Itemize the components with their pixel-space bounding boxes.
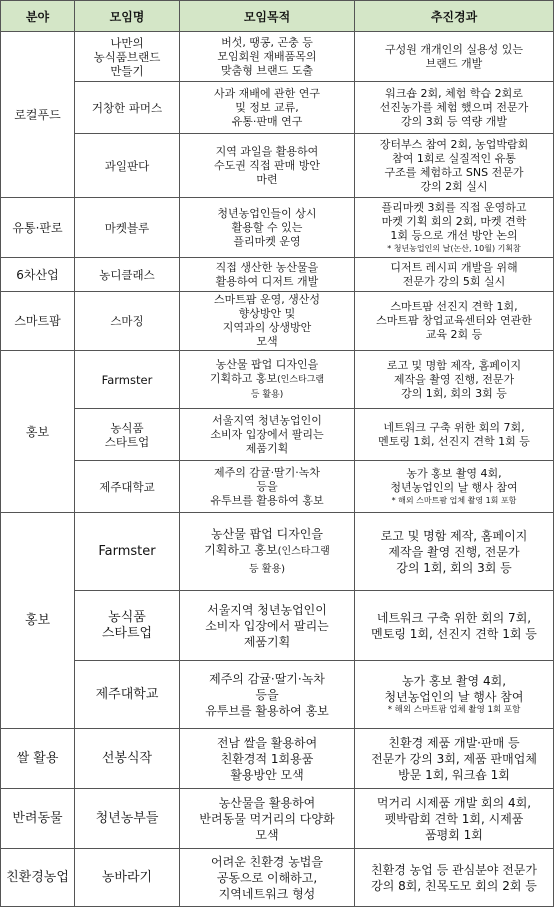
result-cell: 스마트팜 선진지 견학 1회, 스마트팜 창업교육센터와 연관한 교육 2회 등 bbox=[355, 292, 554, 351]
table-row bbox=[1, 661, 554, 729]
result-note: * 해외 스마트팜 업체 촬영 1회 포함 bbox=[387, 705, 521, 715]
group-cell: 마켓블루 bbox=[75, 198, 180, 258]
purpose-cell bbox=[180, 513, 355, 591]
table-row bbox=[1, 82, 554, 134]
group-cell: 농식품 스타트업 bbox=[75, 591, 180, 661]
purpose-cell bbox=[180, 351, 355, 409]
group-cell: 농디클래스 bbox=[75, 258, 180, 292]
result-note: * 청년농업인의 날(논산, 10월) 기획참 bbox=[387, 244, 521, 253]
group-cell: 나만의 농식품브랜드 만들기 bbox=[75, 32, 180, 82]
result-cell: 네트워크 구축 위한 회의 7회, 멘토링 1회, 선진지 견학 1회 등 bbox=[355, 409, 554, 461]
group-cell: 제주대학교 bbox=[75, 461, 180, 513]
table-row bbox=[1, 198, 554, 258]
category-cell: 6차산업 bbox=[1, 258, 75, 292]
purpose-cell: 청년농업인들이 상시 활용할 수 있는 플리마켓 운영 bbox=[180, 198, 355, 258]
purpose-cell: 사과 재배에 관한 연구 및 정보 교류, 유통·판매 연구 bbox=[180, 82, 355, 134]
group-cell: Farmster bbox=[75, 351, 180, 409]
result-text: 농가 홍보 촬영 4회, 청년농업인의 날 행사 참여 bbox=[384, 674, 524, 704]
group-cell: 선봉식작 bbox=[75, 729, 180, 789]
header-progress: 추진경과 bbox=[355, 1, 554, 32]
result-cell: 구성원 개개인의 실용성 있는 브랜드 개발 bbox=[355, 32, 554, 82]
purpose-cell: 지역 과일을 활용하여 수도권 직접 판매 방안 마련 bbox=[180, 134, 355, 198]
group-cell: Farmster bbox=[75, 513, 180, 591]
purpose-cell: 농산물을 활용하여 반려동물 먹거리의 다양화 모색 bbox=[180, 789, 355, 849]
group-cell: 청년농부들 bbox=[75, 789, 180, 849]
table-row bbox=[1, 513, 554, 591]
result-cell: 친환경 농업 등 관심분야 전문가 강의 8회, 친목도모 회의 2회 등 bbox=[355, 849, 554, 907]
result-cell: 로고 및 명함 제작, 홈페이지 제작을 촬영 진행, 전문가 강의 1회, 회의 3회 등 bbox=[355, 351, 554, 409]
group-cell: 과일판다 bbox=[75, 134, 180, 198]
result-note: * 해외 스마트팜 업체 촬영 1회 포함 bbox=[391, 496, 517, 505]
category-cell: 스마트팜 bbox=[1, 292, 75, 351]
result-cell: 먹거리 시제품 개발 회의 4회, 펫박람회 견학 1회, 시제품 품평회 1회 bbox=[355, 789, 554, 849]
header-purpose: 모임목적 bbox=[180, 1, 355, 32]
group-cell: 농식품 스타트업 bbox=[75, 409, 180, 461]
result-cell: 로고 및 명함 제작, 홈페이지 제작을 촬영 진행, 전문가 강의 1회, 회의 3회 등 bbox=[355, 513, 554, 591]
table-row bbox=[1, 591, 554, 661]
purpose-text: 농산물 팝업 디자인을 기획하고 홍보 bbox=[209, 357, 319, 385]
purpose-cell: 전남 쌀을 활용하여 친환경적 1회용품 활용방안 모색 bbox=[180, 729, 355, 789]
group-cell: 거창한 파머스 bbox=[75, 82, 180, 134]
category-cell: 홍보 bbox=[1, 513, 75, 729]
table-row bbox=[1, 461, 554, 513]
purpose-cell: 서울지역 청년농업인이 소비자 입장에서 팔리는 제품기획 bbox=[180, 591, 355, 661]
result-cell bbox=[355, 198, 554, 258]
result-cell: 워크숍 2회, 체험 학습 2회로 선진농가를 체험 했으며 전문가 강의 3회 등 역량 개발 bbox=[355, 82, 554, 134]
category-cell: 친환경농업 bbox=[1, 849, 75, 907]
purpose-cell: 버섯, 땡콩, 곤충 등 모임회원 재배품목의 맞춤형 브랜드 도출 bbox=[180, 32, 355, 82]
category-cell: 반려동물 bbox=[1, 789, 75, 849]
table-row bbox=[1, 351, 554, 409]
table-row bbox=[1, 32, 554, 82]
purpose-note: (인스타그램 등 활용) bbox=[250, 374, 325, 400]
purpose-cell: 어려운 친환경 농법을 공동으로 이해하고, 지역네트워크 형성 bbox=[180, 849, 355, 907]
result-cell: 친환경 제품 개발·판매 등 전문가 강의 3회, 제품 판매업체 방문 1회, 워크숍 1회 bbox=[355, 729, 554, 789]
category-cell: 유통·판로 bbox=[1, 198, 75, 258]
table-row bbox=[1, 409, 554, 461]
category-cell: 쌀 활용 bbox=[1, 729, 75, 789]
table-row bbox=[1, 789, 554, 849]
purpose-text: 농산물 팝업 디자인을 기획하고 홍보 bbox=[204, 526, 323, 557]
group-cell: 스마징 bbox=[75, 292, 180, 351]
purpose-cell: 서울지역 청년농업인이 소비자 입장에서 팔리는 제품기획 bbox=[180, 409, 355, 461]
purpose-cell: 스마트팜 운영, 생산성 향상방안 및 지역과의 상생방안 모색 bbox=[180, 292, 355, 351]
purpose-note: (인스타그램 등 활용) bbox=[248, 545, 330, 575]
result-cell: 네트워크 구축 위한 회의 7회, 멘토링 1회, 선진지 견학 1회 등 bbox=[355, 591, 554, 661]
header-group: 모임명 bbox=[75, 1, 180, 32]
result-cell bbox=[355, 461, 554, 513]
table-row bbox=[1, 134, 554, 198]
purpose-cell: 제주의 감귤·딸기·녹차 등을 유투브를 활용하여 홍보 bbox=[180, 661, 355, 729]
result-text: 농가 홍보 촬영 4회, 청년농업인의 날 행사 참여 bbox=[390, 467, 518, 494]
table-row bbox=[1, 729, 554, 789]
result-cell: 장터부스 참여 2회, 농업박람회 참여 1회로 실질적인 유통 구조를 체험하고 SNS 전문가 강의 2회 실시 bbox=[355, 134, 554, 198]
header-row bbox=[1, 1, 554, 32]
header-field: 분야 bbox=[1, 1, 75, 32]
result-text: 플리마켓 3회를 직접 운영하고 마켓 기획 회의 2회, 마켓 견학 1회 등으로 개선 방안 논의 bbox=[381, 201, 527, 242]
table-row bbox=[1, 292, 554, 351]
category-cell: 로컬푸드 bbox=[1, 32, 75, 198]
table-row bbox=[1, 258, 554, 292]
result-cell bbox=[355, 661, 554, 729]
purpose-cell: 제주의 감귤·딸기·녹차 등을 유투브를 활용하여 홍보 bbox=[180, 461, 355, 513]
category-cell: 홍보 bbox=[1, 351, 75, 513]
group-cell: 농바라기 bbox=[75, 849, 180, 907]
purpose-cell: 직접 생산한 농산물을 활용하여 디저트 개발 bbox=[180, 258, 355, 292]
result-cell: 디저트 레시피 개발을 위해 전문가 강의 5회 실시 bbox=[355, 258, 554, 292]
group-cell: 제주대학교 bbox=[75, 661, 180, 729]
